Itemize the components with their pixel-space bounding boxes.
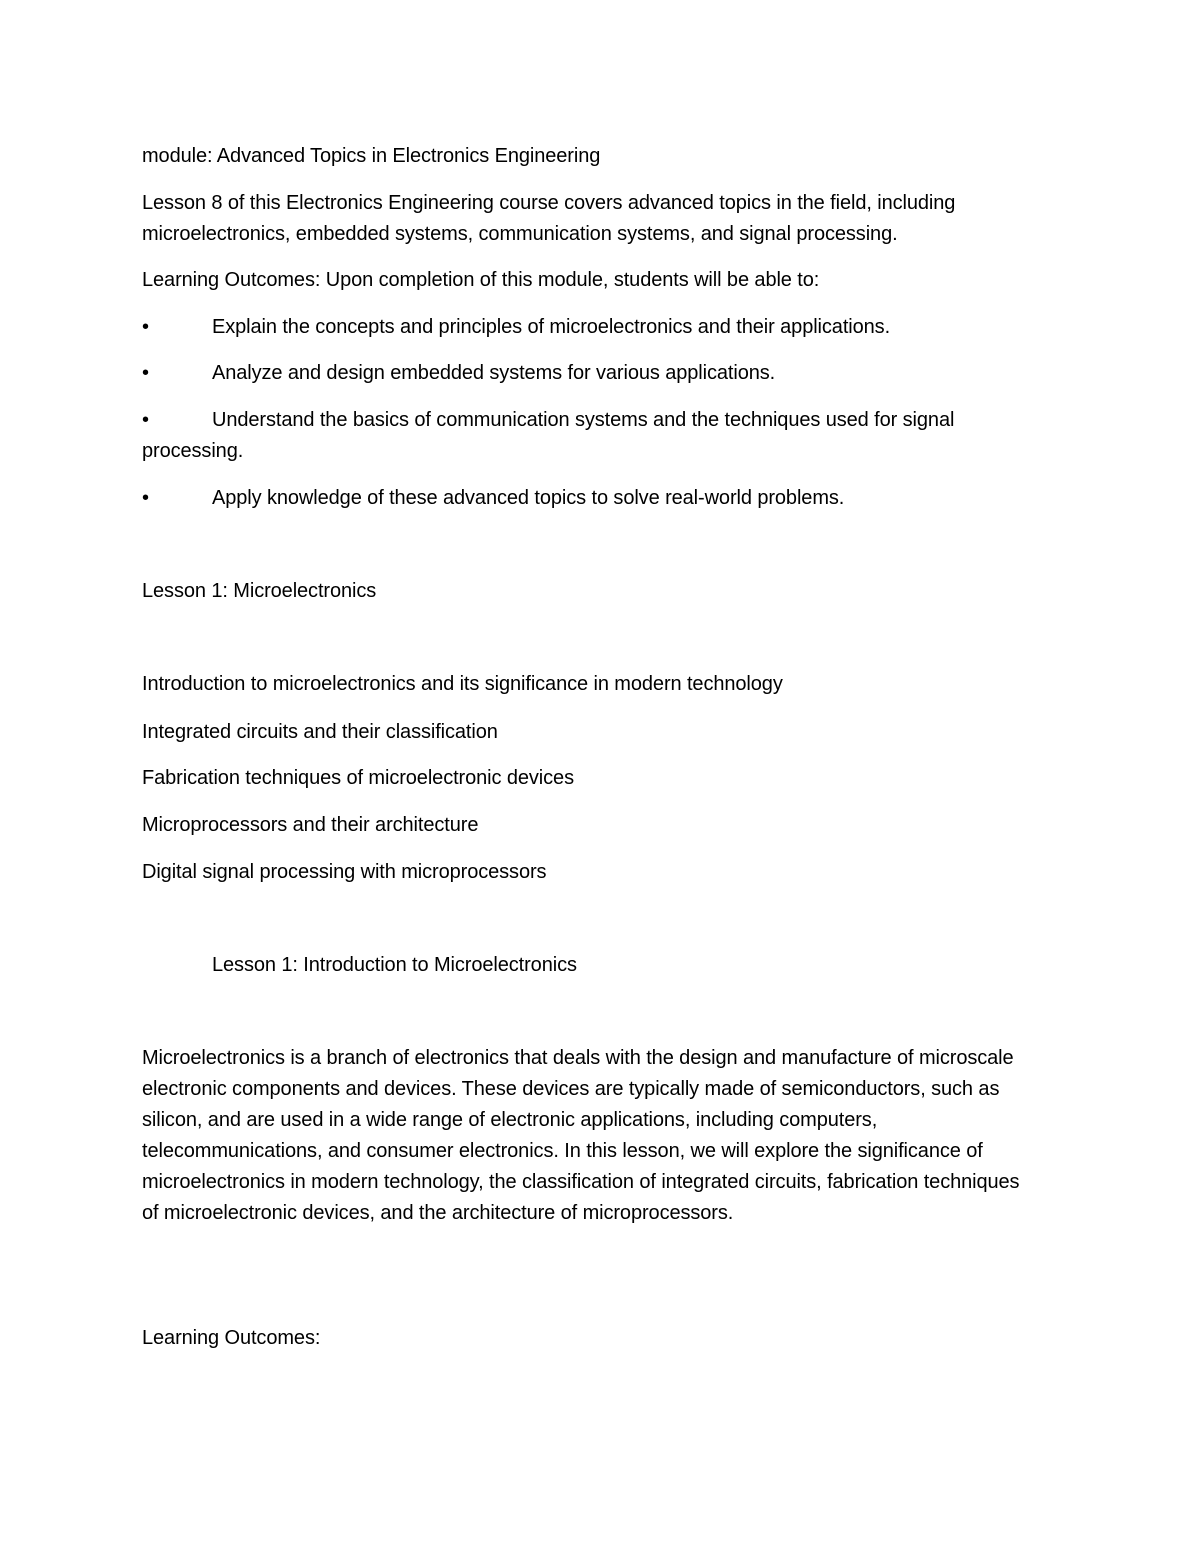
- topic-item: Digital signal processing with microprocessors: [142, 861, 547, 883]
- lesson1-subheading: Lesson 1: Introduction to Microelectronics: [212, 954, 577, 976]
- module-title: module: Advanced Topics in Electronics Engineering: [142, 145, 601, 167]
- outcomes-heading: Learning Outcomes: Upon completion of this module, students will be able to:: [142, 269, 820, 291]
- topic-item: Fabrication techniques of microelectronic devices: [142, 767, 574, 789]
- outcome-item: Explain the concepts and principles of microelectronics and their applications.: [212, 316, 891, 338]
- lesson1-body-paragraph: Microelectronics is a branch of electronics that deals with the design and manufacture of microscale electronic components and devices. These devices are typically made of semiconductors, such as silicon, and are used in a wide range of electronic applications, including computers, telecommunications, and consumer electronics. In this lesson, we will explore the significance of microelectronics in modern technology, the classification of integrated circuits, fabrication techniques of microelectronic devices, and the architecture of microprocessors.: [142, 1047, 1020, 1224]
- bullet-icon: •: [142, 409, 150, 431]
- topic-item: Introduction to microelectronics and its significance in modern technology: [142, 673, 783, 695]
- outcome-item: Apply knowledge of these advanced topics to solve real-world problems.: [212, 487, 845, 509]
- outcome-item: Analyze and design embedded systems for various applications.: [212, 362, 776, 384]
- intro-paragraph: Lesson 8 of this Electronics Engineering course covers advanced topics in the field, including microelectronics, embedded systems, communication systems, and signal processing.: [142, 192, 956, 245]
- bullet-icon: •: [142, 316, 150, 338]
- outcome-item: Understand the basics of communication systems and the techniques used for signal processing.: [142, 409, 955, 462]
- bullet-icon: •: [142, 487, 150, 509]
- topic-item: Integrated circuits and their classification: [142, 721, 498, 743]
- lesson1-heading: Lesson 1: Microelectronics: [142, 580, 377, 602]
- topic-item: Microprocessors and their architecture: [142, 814, 479, 836]
- final-heading: Learning Outcomes:: [142, 1327, 321, 1349]
- bullet-icon: •: [142, 362, 150, 384]
